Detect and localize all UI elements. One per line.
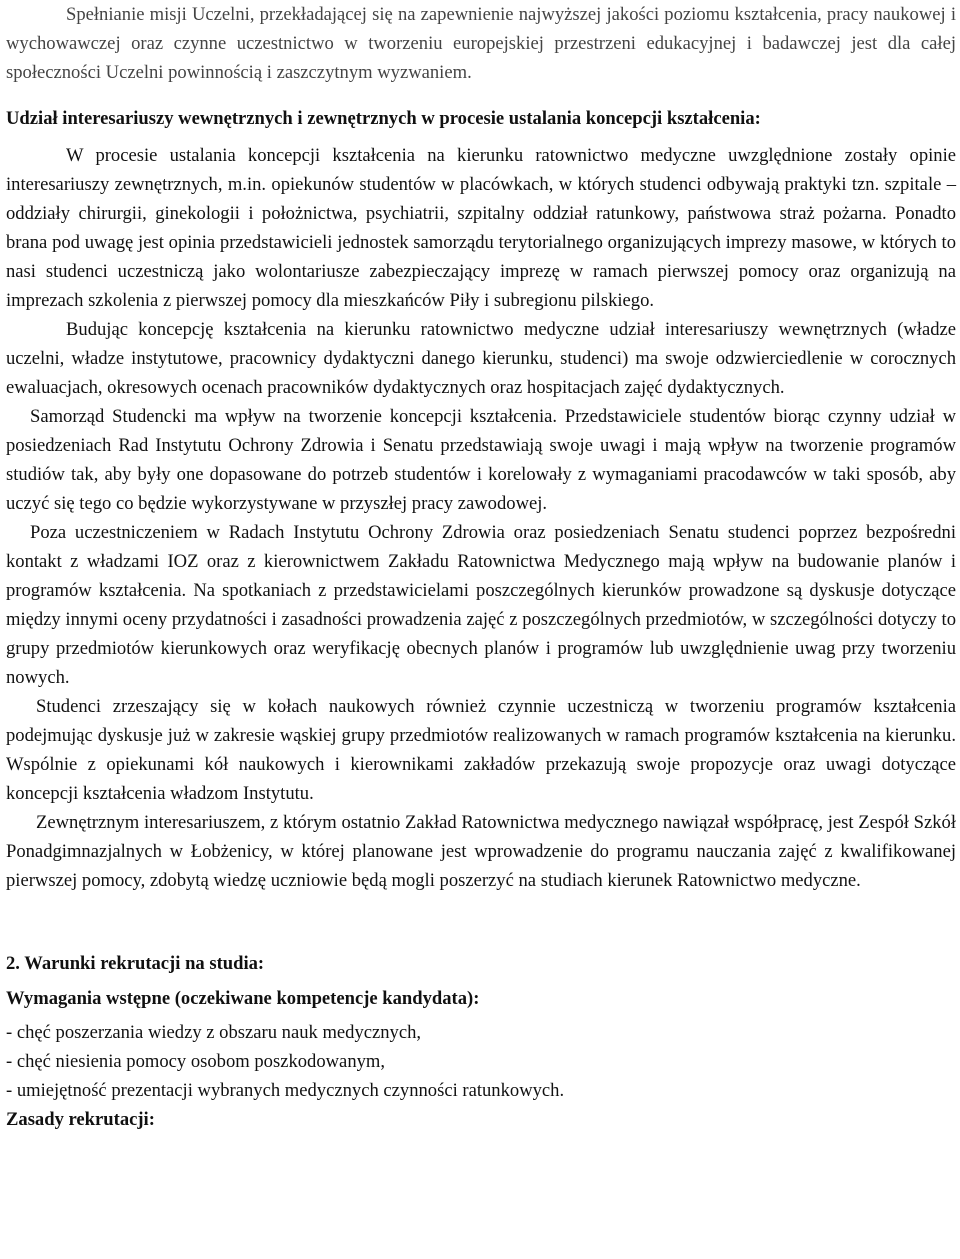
document-page bbox=[6, 0, 956, 1134]
stakeholders-paragraph-1: W procesie ustalania koncepcji kształcenia na kierunku ratownictwo medyczne uwzględnione zostały opinie interesariuszy zewnętrznych, m.in. opiekunów studentów w placówkach, w których studenci odbywają praktyki tzn. szpitale – oddziały chirurgii, ginekologii i położnictwa, psychiatrii, szpitalny oddział ratunkowy, państwowa straż pożarna. Ponadto brana pod uwagę jest opinia przedstawicieli jednostek samorządu terytorialnego organizujących imprezy masowe, w których to nasi studenci uczestniczą jako wolontariusze zabezpieczający imprezę w ramach pierwszej pomocy oraz organizują na imprezach szkolenia z pierwszej pomocy dla mieszkańców Piły i subregionu pilskiego. bbox=[6, 145, 956, 311]
rules-heading: Zasady rekrutacji: bbox=[6, 1109, 155, 1130]
stakeholders-paragraph-3: Samorząd Studencki ma wpływ na tworzenie koncepcji kształcenia. Przedstawiciele studentów biorąc czynny udział w posiedzeniach Rad Instytutu Ochrony Zdrowia i Senatu przedstawiają swoje uwagi i mają wpływ na tworzenie programów studiów tak, aby były one dopasowane do potrzeb studentów i korelowały z wymaganiami pracodawców w taki sposób, aby uczyć się tego co będzie wykorzystywane w przyszłej pracy zawodowej. bbox=[6, 406, 956, 514]
list-item: - chęć poszerzania wiedzy z obszaru nauk medycznych, bbox=[6, 1022, 422, 1043]
mission-paragraph: Spełnianie misji Uczelni, przekładającej się na zapewnienie najwyższej jakości poziomu kształcenia, pracy naukowej i wychowawczej oraz czynne uczestnictwo w tworzeniu europejskiej przestrzeni edukacyjnej i badawczej jest dla całej społeczności Uczelni powinnością i zaszczytnym wyzwaniem. bbox=[6, 4, 956, 83]
recruitment-heading: 2. Warunki rekrutacji na studia: bbox=[6, 953, 265, 974]
list-item: - chęć niesienia pomocy osobom poszkodowanym, bbox=[6, 1051, 386, 1072]
requirements-list bbox=[6, 1018, 956, 1105]
stakeholders-paragraph-2: Budując koncepcję kształcenia na kierunku ratownictwo medyczne udział interesariuszy wewnętrznych (władze uczelni, władze instytutowe, pracownicy dydaktyczni danego kierunku, studenci) ma swoje odzwierciedlenie w corocznych ewaluacjach, okresowych ocenach pracowników dydaktycznych oraz hospitacjach zajęć dydaktycznych. bbox=[6, 319, 956, 398]
stakeholders-paragraph-4: Poza uczestniczeniem w Radach Instytutu Ochrony Zdrowia oraz posiedzeniach Senatu studenci poprzez bezpośredni kontakt z władzami IOZ oraz z kierownictwem Zakładu Ratownictwa Medycznego mają wpływ na budowanie planów i programów kształcenia. Na spotkaniach z przedstawicielami poszczególnych kierunków prowadzone są dyskusje dotyczące między innymi oceny przydatności i zasadności prowadzenia zajęć z poszczególnych przedmiotów, w szczególności dotyczy to grupy przedmiotów kierunkowych oraz weryfikację obecnych planów i programów lub uwzględnienie uwag przy tworzeniu nowych. bbox=[6, 522, 956, 688]
stakeholders-paragraph-6: Zewnętrznym interesariuszem, z którym ostatnio Zakład Ratownictwa medycznego nawiązał współpracę, jest Zespół Szkół Ponadgimnazjalnych w Łobżenicy, w której planowane jest wprowadzenie do programu nauczania zajęć z kwalifikowanej pierwszej pomocy, zdobytą wiedzę uczniowie będą mogli poszerzyć na studiach kierunek Ratownictwo medyczne. bbox=[6, 812, 956, 891]
requirements-heading: Wymagania wstępne (oczekiwane kompetencje kandydata): bbox=[6, 988, 480, 1009]
stakeholders-heading: Udział interesariuszy wewnętrznych i zewnętrznych w procesie ustalania koncepcji kształcenia: bbox=[6, 108, 761, 129]
stakeholders-paragraph-5: Studenci zrzeszający się w kołach naukowych również czynnie uczestniczą w tworzeniu programów kształcenia podejmując dyskusje już w zakresie wąskiej grupy przedmiotów realizowanych w ramach programów kształcenia na kierunku. Wspólnie z opiekunami kół naukowych i kierownikami zakładów przekazują swoje propozycje oraz uwagi dotyczące koncepcji kształcenia władzom Instytutu. bbox=[6, 696, 956, 804]
list-item: - umiejętność prezentacji wybranych medycznych czynności ratunkowych. bbox=[6, 1080, 565, 1101]
